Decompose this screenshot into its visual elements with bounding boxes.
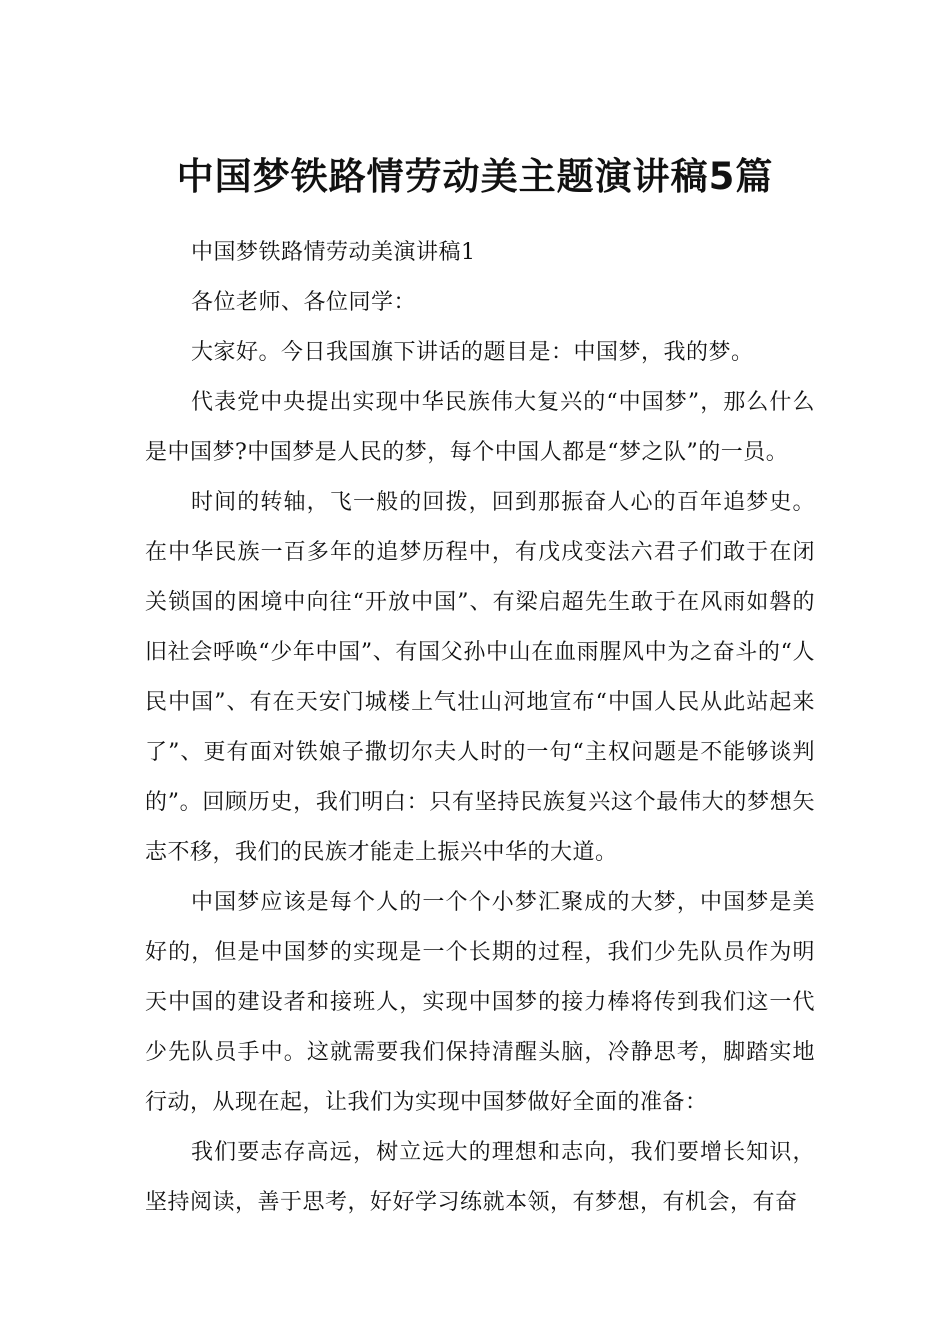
paragraph-young-pioneers: 中国梦应该是每个人的一个个小梦汇聚成的大梦，中国梦是美好的，但是中国梦的实现是一个长期的过程，我们少先队员作为明天中国的建设者和接班人，实现中国梦的接力棒将传到我们这一代少先队员手中。这就需要我们保持清醒头脑，冷静思考，脚踏实地行动，从现在起，让我们为实现中国梦做好全面的准备： bbox=[145, 890, 815, 1115]
paragraph-salutation: 各位老师、各位同学： bbox=[191, 290, 417, 315]
paragraph-aspirations: 我们要志存高远，树立远大的理想和志向，我们要增长知识，坚持阅读，善于思考，好好学习练就本领，有梦想，有机会，有奋 bbox=[145, 1140, 815, 1215]
document-title: 中国梦铁路情劳动美主题演讲稿5篇 bbox=[176, 154, 774, 198]
paragraph-china-dream-definition: 代表党中央提出实现中华民族伟大复兴的“中国梦”，那么什么是中国梦?中国梦是人民的梦，每个中国人都是“梦之队”的一员。 bbox=[145, 390, 815, 465]
paragraph-speech-heading: 中国梦铁路情劳动美演讲稿1 bbox=[191, 240, 476, 265]
paragraph-history: 时间的转轴，飞一般的回拨，回到那振奋人心的百年追梦史。在中华民族一百多年的追梦历程中，有戊戌变法六君子们敢于在闭关锁国的困境中向往“开放中国”、有梁启超先生敢于在风雨如磐的旧社会呼唤“少年中国”、有国父孙中山在血雨腥风中为之奋斗的“人民中国”、有在天安门城楼上气壮山河地宣布“中国人民从此站起来了”、更有面对铁娘子撒切尔夫人时的一句“主权问题是不能够谈判的”。回顾历史，我们明白：只有坚持民族复兴这个最伟大的梦想矢志不移，我们的民族才能走上振兴中华的大道。 bbox=[145, 490, 815, 865]
document-body bbox=[145, 228, 815, 1228]
paragraph-greeting: 大家好。今日我国旗下讲话的题目是：中国梦，我的梦。 bbox=[191, 340, 754, 365]
